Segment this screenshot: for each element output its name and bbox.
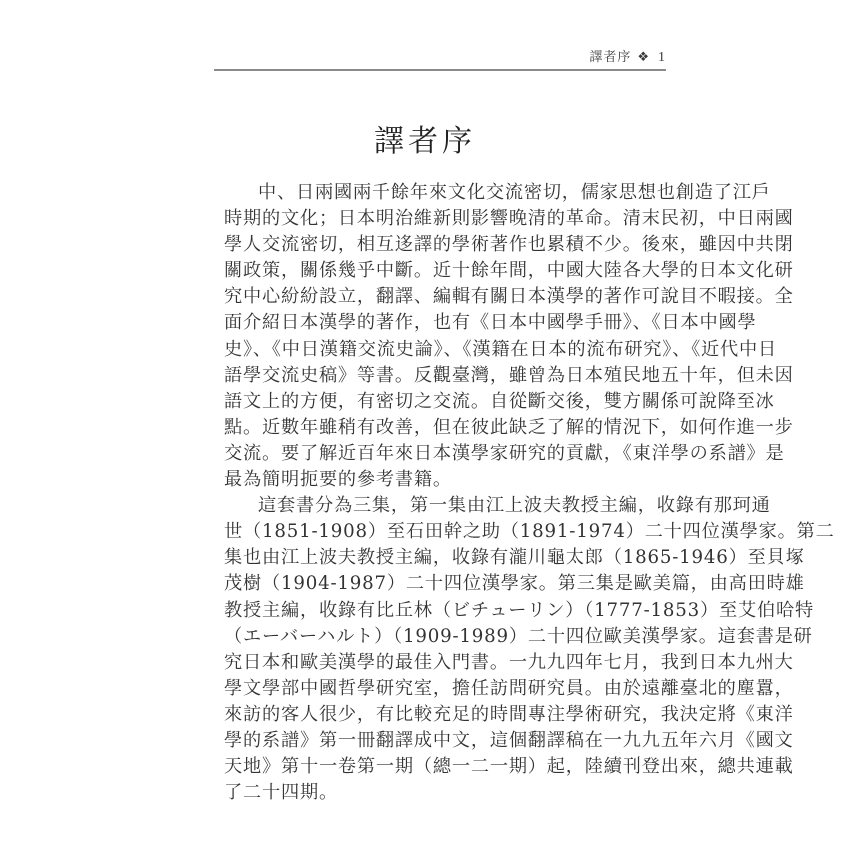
text-line: 來訪的客人很少，有比較充足的時間專注學術研究，我決定將《東洋 <box>224 703 794 725</box>
text-line: （エーバーハルト）（1909-1989）二十四位歐美漢學家。這套書是研 <box>224 625 813 647</box>
running-title: 譯者序 <box>589 50 632 65</box>
text-line: 時期的文化；日本明治維新則影響晚清的革命。清末民初，中日兩國 <box>224 208 794 230</box>
paragraph-1 <box>224 180 794 493</box>
text-line: 世（1851-1908）至石田幹之助（1891-1974）二十四位漢學家。第二 <box>224 521 835 543</box>
text-line: 語學交流史稿》等書。反觀臺灣，雖曾為日本殖民地五十年，但未因 <box>224 364 794 386</box>
text-line: 交流。要了解近百年來日本漢學家研究的貢獻，《東洋學の系譜》是 <box>224 442 785 464</box>
text-line: 中、日兩國兩千餘年來文化交流密切，儒家思想也創造了江戶 <box>258 182 771 203</box>
text-line: 學人交流密切，相互迻譯的學術著作也累積不少。後來，雖因中共閉 <box>224 234 794 256</box>
text-line: 究日本和歐美漢學的最佳入門書。一九九四年七月，我到日本九州大 <box>224 651 794 673</box>
text-line: 集也由江上波夫教授主編，收錄有瀧川龜太郎（1865-1946）至貝塚 <box>224 547 805 569</box>
page-number: 1 <box>658 50 666 65</box>
text-line: 語文上的方便，有密切之交流。自從斷交後，雙方關係可說降至冰 <box>224 390 775 412</box>
text-line: 這套書分為三集，第一集由江上波夫教授主編，收錄有那珂通 <box>258 495 771 517</box>
body-text <box>224 180 835 806</box>
text-line: 學的系譜》第一冊翻譯成中文，這個翻譯稿在一九九五年六月《國文 <box>224 729 794 751</box>
text-line: 史》、《中日漢籍交流史論》、《漢籍在日本的流布研究》、《近代中日 <box>224 338 778 360</box>
text-line: 最為簡明扼要的參考書籍。 <box>224 469 452 491</box>
header-rule <box>214 69 666 71</box>
running-header <box>214 46 666 66</box>
text-line: 關政策，關係幾乎中斷。近十餘年間，中國大陸各大學的日本文化研 <box>224 260 794 282</box>
chapter-title: 譯者序 <box>374 124 476 159</box>
text-line: 茂樹（1904-1987）二十四位漢學家。第三集是歐美篇，由高田時雄 <box>224 573 805 595</box>
text-line: 教授主編，收錄有比丘林（ビチューリン）（1777-1853）至艾伯哈特 <box>224 599 814 621</box>
text-line: 究中心紛紛設立，翻譯、編輯有關日本漢學的著作可說目不暇接。全 <box>224 286 794 308</box>
text-line: 學文學部中國哲學研究室，擔任訪問研究員。由於遠離臺北的塵囂， <box>224 677 794 699</box>
text-line: 點。近數年雖稍有改善，但在彼此缺乏了解的情況下，如何作進一步 <box>224 416 794 438</box>
paragraph-2 <box>224 493 835 806</box>
text-line: 天地》第十一卷第一期（總一二一期）起，陸續刊登出來，總共連載 <box>224 756 794 778</box>
text-line: 了二十四期。 <box>224 782 338 804</box>
ornament-icon: ❖ <box>637 50 650 65</box>
text-line: 面介紹日本漢學的著作，也有《日本中國學手冊》、《日本中國學 <box>224 312 757 334</box>
